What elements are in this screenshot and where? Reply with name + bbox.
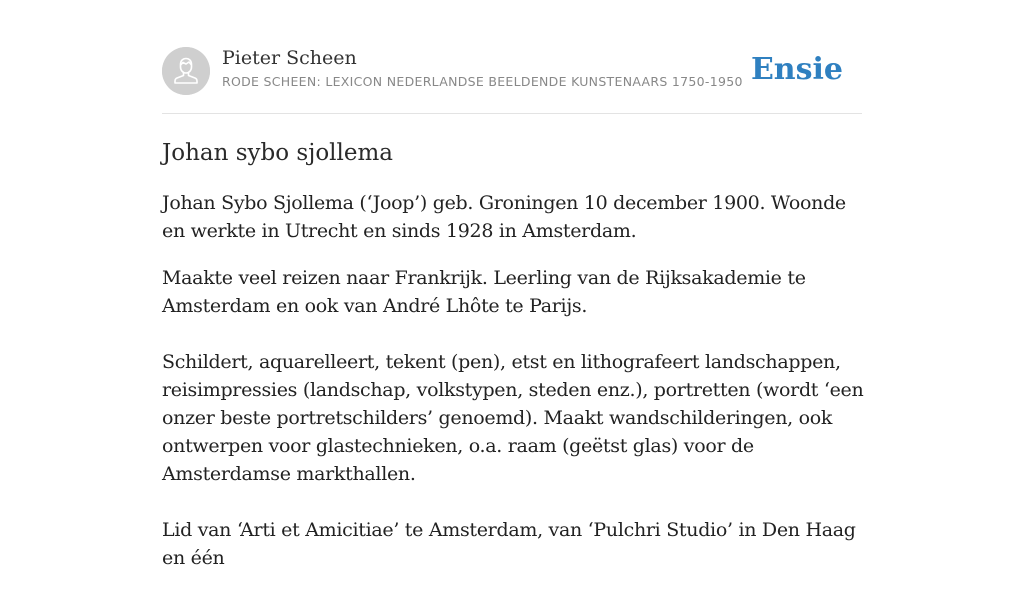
user-outline-icon: [162, 47, 210, 95]
article-paragraph: Johan Sybo Sjollema (‘Joop’) geb. Groningen 10 december 1900. Woonde en werkte in Utrecht en sinds 1928 in Amsterdam.: [162, 192, 846, 242]
source-title[interactable]: RODE SCHEEN: LEXICON NEDERLANDSE BEELDENDE KUNSTENAARS 1750-1950: [222, 74, 743, 89]
article-header: [162, 46, 862, 96]
article-title: Johan sybo sjollema: [162, 140, 394, 166]
article-body: [162, 136, 866, 591]
header-divider: [162, 113, 862, 114]
ensie-logo[interactable]: Ensie: [750, 52, 843, 87]
author-avatar[interactable]: [162, 47, 210, 95]
article-paragraph: Maakte veel reizen naar Frankrijk. Leerling van de Rijksakademie te Amsterdam en ook van André Lhôte te Parijs. Schildert, aquarelleert, tekent (pen), etst en lithografeert landschappen, reisimpressies (landschap, volkstypen, steden enz.), portretten (wordt ‘een onzer beste portretschilders’ genoemd). Maakt wandschilderingen, ook ontwerpen voor glastechnieken, o.a. raam (geëtst glas) voor de Amsterdamse markthallen. Lid van ‘Arti et Amicitiae’ te Amsterdam, van ‘Pulchri Studio’ in Den Haag en één: [162, 267, 864, 569]
author-name[interactable]: Pieter Scheen: [222, 47, 357, 69]
